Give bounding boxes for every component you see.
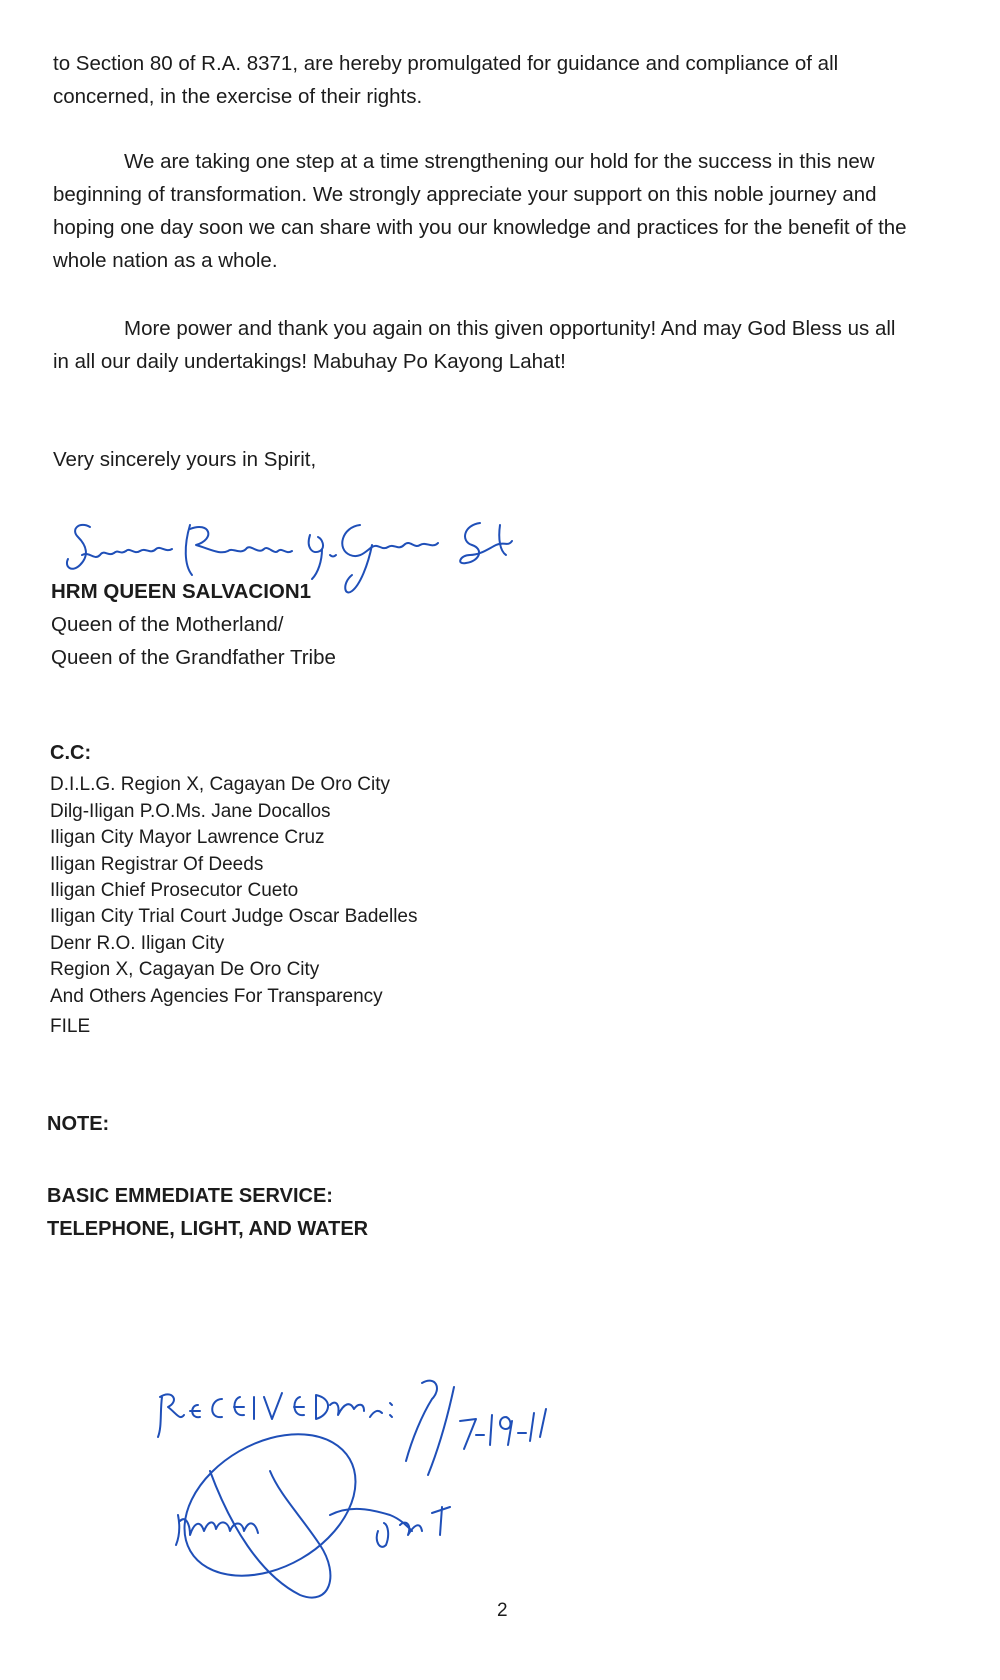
paragraph-3-line-2: in all our daily undertakings! Mabuhay Po Kayong Lahat! bbox=[53, 350, 566, 373]
cc-item: Denr R.O. Iligan City bbox=[50, 932, 225, 954]
paragraph-1-line-2: concerned, in the exercise of their rights. bbox=[53, 85, 423, 108]
paragraph-2-line-4: whole nation as a whole. bbox=[53, 249, 278, 272]
cc-file: FILE bbox=[50, 1016, 91, 1038]
note-line-1: BASIC EMMEDIATE SERVICE: bbox=[47, 1185, 333, 1207]
note-details bbox=[47, 1180, 368, 1246]
note-label: NOTE: bbox=[47, 1113, 110, 1135]
cc-title: C.C: bbox=[50, 742, 92, 764]
closing-line bbox=[53, 443, 973, 476]
cc-item: Iligan Registrar Of Deeds bbox=[50, 853, 264, 875]
cc-item: D.I.L.G. Region X, Cagayan De Oro City bbox=[50, 774, 391, 796]
received-by-handwriting bbox=[150, 1375, 590, 1615]
paragraph-2-line-1: We are taking one step at a time strengthening our hold for the success in this new bbox=[124, 150, 875, 173]
cc-list bbox=[50, 740, 418, 1040]
note-line-2: TELEPHONE, LIGHT, AND WATER bbox=[47, 1218, 369, 1240]
paragraph-1-line-1: to Section 80 of R.A. 8371, are hereby promulgated for guidance and compliance of all bbox=[53, 52, 839, 75]
page-number: 2 bbox=[497, 1600, 508, 1621]
closing-text: Very sincerely yours in Spirit, bbox=[53, 448, 317, 471]
paragraph-2-line-3: hoping one day soon we can share with you our knowledge and practices for the benefit of the bbox=[53, 216, 907, 239]
cc-item: Iligan Chief Prosecutor Cueto bbox=[50, 880, 299, 902]
cc-item: And Others Agencies For Transparency bbox=[50, 985, 383, 1007]
paragraph-1 bbox=[53, 47, 973, 113]
cc-item: Dilg-Iligan P.O.Ms. Jane Docallos bbox=[50, 800, 331, 822]
paragraph-3-line-1: More power and thank you again on this given opportunity! And may God Bless us all bbox=[124, 317, 896, 340]
cc-item: Region X, Cagayan De Oro City bbox=[50, 959, 320, 981]
paragraph-2 bbox=[53, 145, 973, 277]
signatory-title-2: Queen of the Grandfather Tribe bbox=[51, 646, 336, 669]
signatory-name: HRM QUEEN SALVACION1 bbox=[51, 580, 312, 603]
signature-block bbox=[51, 575, 336, 674]
paragraph-2-line-2: beginning of transformation. We strongly appreciate your support on this noble journey and bbox=[53, 183, 877, 206]
cc-item: Iligan City Mayor Lawrence Cruz bbox=[50, 827, 325, 849]
signatory-title-1: Queen of the Motherland/ bbox=[51, 613, 284, 636]
cc-item: Iligan City Trial Court Judge Oscar Badelles bbox=[50, 906, 418, 928]
paragraph-3 bbox=[53, 312, 973, 378]
